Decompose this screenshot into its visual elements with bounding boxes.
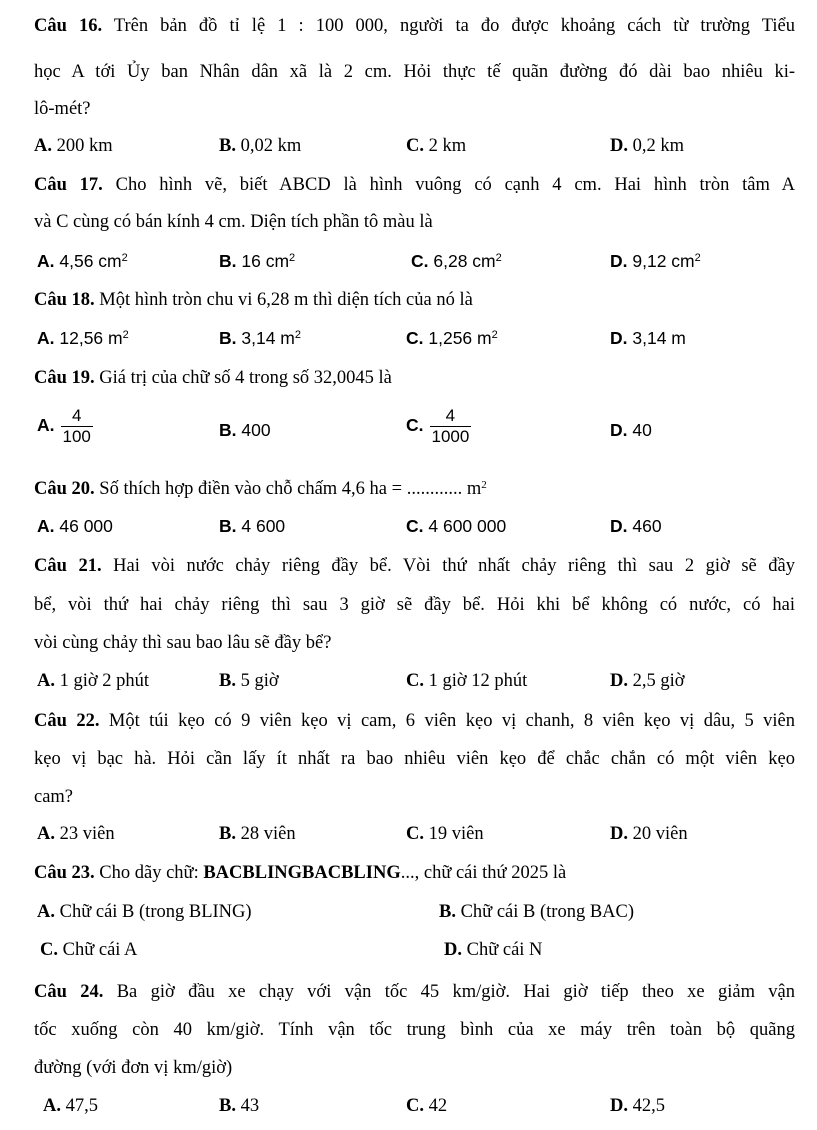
q21-option-d[interactable]: D. 2,5 giờ bbox=[610, 671, 685, 691]
q24-option-a[interactable]: A. 47,5 bbox=[43, 1096, 98, 1116]
q16-stem-line-2: học A tới Ủy ban Nhân dân xã là 2 cm. Hỏi thực tế quãn đường đó dài bao nhiêu ki- bbox=[34, 62, 795, 82]
q16-option-a[interactable]: A. 200 km bbox=[34, 136, 113, 156]
q20-option-a[interactable]: A. 46 000 bbox=[37, 516, 113, 536]
q17-number: Câu 17. bbox=[34, 175, 103, 195]
q20-number: Câu 20. bbox=[34, 479, 95, 499]
q17-option-a[interactable]: A. 4,56 $cm^2$ bbox=[37, 251, 128, 271]
q18-option-d[interactable]: D. 3,14 m bbox=[610, 328, 686, 348]
q22-option-a[interactable]: A. 23 viên bbox=[37, 824, 115, 844]
q16-option-c[interactable]: C. 2 km bbox=[406, 136, 467, 156]
q19-stem: Câu 19. Giá trị của chữ số 4 trong số 32,0045 là bbox=[34, 368, 392, 388]
q22-option-b[interactable]: B. 28 viên bbox=[219, 824, 296, 844]
q21-option-c[interactable]: C. 1 giờ 12 phút bbox=[406, 671, 528, 691]
q17-option-d[interactable]: D. 9,12 $cm^2$ bbox=[610, 251, 701, 271]
q22-stem-line-2: kẹo vị bạc hà. Hỏi cần lấy ít nhất ra bao nhiêu viên kẹo để chắc chắn có một viên kẹo bbox=[34, 749, 795, 769]
q23-stem: Câu 23. Cho dãy chữ: BACBLINGBACBLING..., chữ cái thứ 2025 là bbox=[34, 863, 567, 883]
q24-number: Câu 24. bbox=[34, 982, 104, 1002]
q19-option-d[interactable]: D. 40 bbox=[610, 420, 652, 440]
q18-option-a[interactable]: A. 12,56 $m^2$ bbox=[37, 328, 129, 348]
q18-option-b[interactable]: B. 3,14 $m^2$ bbox=[219, 328, 301, 348]
q22-stem-line-3: cam? bbox=[34, 787, 74, 807]
q23-option-d[interactable]: D. Chữ cái N bbox=[444, 940, 543, 960]
q21-stem-line-2: bể, vòi thứ hai chảy riêng thì sau 3 giờ sẽ đầy bể. Hỏi khi bể không có nước, có hai bbox=[34, 595, 795, 615]
q23-option-b[interactable]: B. Chữ cái B (trong BAC) bbox=[439, 902, 635, 922]
q16-option-d[interactable]: D. 0,2 km bbox=[610, 136, 685, 156]
q17-stem-line-1: Câu 17. Cho hình vẽ, biết ABCD là hình vuông có cạnh 4 cm. Hai hình tròn tâm A bbox=[34, 175, 795, 195]
q24-stem-line-1: Câu 24. Ba giờ đầu xe chạy với vận tốc 45 km/giờ. Hai giờ tiếp theo xe giảm vận bbox=[34, 982, 796, 1002]
q23-option-c[interactable]: C. Chữ cái A bbox=[40, 940, 138, 960]
q19-option-c[interactable]: C. $\frac{4}{1000}$ bbox=[406, 406, 470, 446]
q19-option-b[interactable]: B. 400 bbox=[219, 420, 271, 440]
q22-number: Câu 22. bbox=[34, 711, 100, 731]
q20-option-d[interactable]: D. 460 bbox=[610, 516, 662, 536]
q21-stem-line-3: vòi cùng chảy thì sau bao lâu sẽ đầy bể? bbox=[34, 633, 332, 653]
q24-stem-line-3: đường (với đơn vị km/giờ) bbox=[34, 1058, 233, 1078]
q22-option-d[interactable]: D. 20 viên bbox=[610, 824, 688, 844]
q22-stem-line-1: Câu 22. Một túi kẹo có 9 viên kẹo vị cam, 6 viên kẹo vị chanh, 8 viên kẹo vị dâu, 5 viên bbox=[34, 711, 796, 731]
fraction: $\frac{4}{1000}$ bbox=[431, 406, 470, 446]
q19-number: Câu 19. bbox=[34, 368, 95, 388]
q20-option-b[interactable]: B. 4 600 bbox=[219, 516, 286, 536]
q23-option-a[interactable]: A. Chữ cái B (trong BLING) bbox=[37, 902, 252, 922]
q24-stem-line-2: tốc xuống còn 40 km/giờ. Tính vận tốc trung bình của xe máy trên toàn bộ quãng bbox=[34, 1020, 795, 1040]
q16-number: Câu 16. bbox=[34, 16, 103, 36]
q21-number: Câu 21. bbox=[34, 556, 102, 576]
q24-option-b[interactable]: B. 43 bbox=[219, 1096, 260, 1116]
q21-option-b[interactable]: B. 5 giờ bbox=[219, 671, 279, 691]
q19-option-a[interactable]: A. $\frac{4}{100}$ bbox=[37, 406, 91, 446]
q17-stem-line-2: và C cùng có bán kính 4 cm. Diện tích phần tô màu là bbox=[34, 212, 433, 232]
q18-stem: Câu 18. Một hình tròn chu vi 6,28 m thì diện tích của nó là bbox=[34, 290, 473, 310]
q23-number: Câu 23. bbox=[34, 863, 95, 883]
q18-option-c[interactable]: C. 1,256 $m^2$ bbox=[406, 328, 498, 348]
q22-option-c[interactable]: C. 19 viên bbox=[406, 824, 484, 844]
q24-option-d[interactable]: D. 42,5 bbox=[610, 1096, 665, 1116]
q17-option-b[interactable]: B. 16 $cm^2$ bbox=[219, 251, 296, 271]
q24-option-c[interactable]: C. 42 bbox=[406, 1096, 448, 1116]
q20-stem: Câu 20. Số thích hợp điền vào chỗ chấm 4,6 ha = ............ $m^2$ bbox=[34, 479, 487, 499]
q16-stem-line-3: lô-mét? bbox=[34, 99, 91, 119]
fraction: $\frac{4}{100}$ bbox=[62, 406, 91, 446]
q17-option-c[interactable]: C. 6,28 $cm^2$ bbox=[411, 251, 502, 271]
q16-option-b[interactable]: B. 0,02 km bbox=[219, 136, 302, 156]
q16-stem-line-1: Câu 16. Trên bản đồ tỉ lệ 1 : 100 000, người ta đo được khoảng cách từ trường Tiểu bbox=[34, 16, 796, 36]
q21-stem-line-1: Câu 21. Hai vòi nước chảy riêng đầy bể. Vòi thứ nhất chảy riêng thì sau 2 giờ sẽ đầy bbox=[34, 556, 796, 576]
q18-number: Câu 18. bbox=[34, 290, 95, 310]
q20-option-c[interactable]: C. 4 600 000 bbox=[406, 516, 507, 536]
q21-option-a[interactable]: A. 1 giờ 2 phút bbox=[37, 671, 150, 691]
